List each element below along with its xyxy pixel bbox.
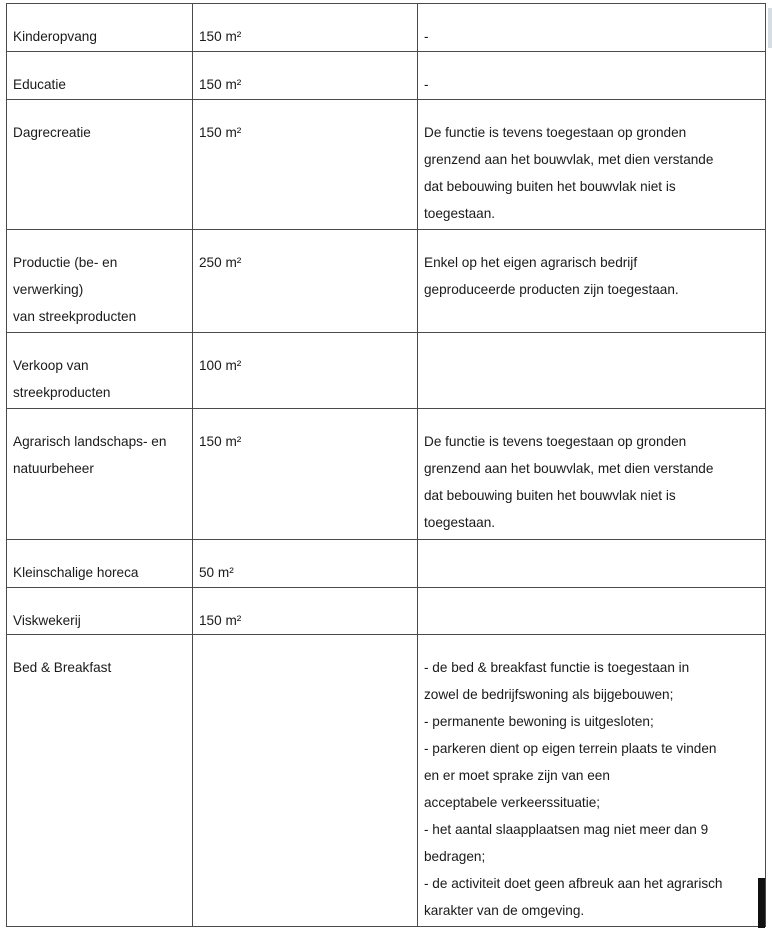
- table-row: [7, 635, 766, 927]
- condition-cell: [418, 230, 766, 333]
- function-name-line: Productie (be- en: [13, 255, 118, 270]
- area-cell: [193, 52, 418, 100]
- function-name-line: streekproducten: [13, 385, 111, 400]
- area-cell: [193, 409, 418, 540]
- function-name-line: Educatie: [13, 77, 66, 92]
- function-name-line: Agrarisch landschaps- en: [13, 434, 167, 449]
- condition-cell: [418, 333, 766, 409]
- table-row: [7, 52, 766, 100]
- area-cell: [193, 4, 418, 52]
- area-value: 50 m²: [199, 565, 234, 580]
- condition-line: acceptabele verkeerssituatie;: [424, 795, 601, 810]
- function-name-line: Viskwekerij: [13, 613, 81, 628]
- function-name-line: Dagrecreatie: [13, 125, 91, 140]
- function-name-cell: [7, 588, 193, 635]
- condition-cell: [418, 540, 766, 588]
- area-cell: [193, 588, 418, 635]
- area-value: 100 m²: [199, 358, 242, 373]
- condition-cell: [418, 4, 766, 52]
- function-name-line: natuurbeheer: [13, 461, 94, 476]
- condition-cell: [418, 100, 766, 230]
- area-value: 150 m²: [199, 125, 242, 140]
- condition-line: -: [424, 29, 429, 44]
- condition-cell: [418, 635, 766, 927]
- area-cell: [193, 100, 418, 230]
- table-row: [7, 588, 766, 635]
- condition-line: dat bebouwing buiten het bouwvlak niet is: [424, 179, 676, 194]
- area-value: 150 m²: [199, 613, 242, 628]
- condition-line: geproduceerde producten zijn toegestaan.: [424, 282, 679, 297]
- condition-cell: [418, 409, 766, 540]
- condition-line: en er moet sprake zijn van een: [424, 768, 610, 783]
- page-edge-mark: [758, 878, 765, 928]
- condition-line: De functie is tevens toegestaan op gronden: [424, 125, 687, 140]
- function-name-line: Bed & Breakfast: [13, 660, 112, 675]
- condition-line: dat bebouwing buiten het bouwvlak niet is: [424, 488, 676, 503]
- condition-line: - parkeren dient op eigen terrein plaats te vinden: [424, 741, 717, 756]
- table-row: [7, 4, 766, 52]
- function-name-cell: [7, 230, 193, 333]
- function-table: [6, 3, 766, 927]
- condition-line: toegestaan.: [424, 515, 496, 530]
- function-name-line: Verkoop van: [13, 358, 89, 373]
- condition-cell: [418, 588, 766, 635]
- table-row: [7, 540, 766, 588]
- condition-line: grenzend aan het bouwvlak, met dien verstande: [424, 461, 714, 476]
- table-row: [7, 409, 766, 540]
- function-name-cell: [7, 333, 193, 409]
- condition-line: grenzend aan het bouwvlak, met dien verstande: [424, 152, 714, 167]
- area-cell: [193, 333, 418, 409]
- area-cell: [193, 540, 418, 588]
- function-name-cell: [7, 409, 193, 540]
- table-row: [7, 333, 766, 409]
- scrollbar-fragment: [768, 8, 772, 48]
- table-row: [7, 230, 766, 333]
- area-cell: [193, 635, 418, 927]
- condition-line: - de activiteit doet geen afbreuk aan het agrarisch: [424, 876, 723, 891]
- area-value: 150 m²: [199, 29, 242, 44]
- function-name-cell: [7, 635, 193, 927]
- condition-line: De functie is tevens toegestaan op gronden: [424, 434, 687, 449]
- function-name-line: van streekproducten: [13, 309, 137, 324]
- table-row: [7, 100, 766, 230]
- area-value: 250 m²: [199, 255, 242, 270]
- condition-cell: [418, 52, 766, 100]
- condition-line: -: [424, 77, 429, 92]
- condition-line: zowel de bedrijfswoning als bijgebouwen;: [424, 687, 674, 702]
- area-value: 150 m²: [199, 434, 242, 449]
- function-name-cell: [7, 100, 193, 230]
- function-name-cell: [7, 52, 193, 100]
- table-body: [7, 4, 766, 927]
- area-value: 150 m²: [199, 77, 242, 92]
- function-name-line: verwerking): [13, 282, 84, 297]
- function-name-line: Kleinschalige horeca: [13, 565, 139, 580]
- area-cell: [193, 230, 418, 333]
- condition-line: karakter van de omgeving.: [424, 903, 585, 918]
- function-name-line: Kinderopvang: [13, 29, 97, 44]
- condition-line: Enkel op het eigen agrarisch bedrijf: [424, 255, 638, 270]
- function-name-cell: [7, 540, 193, 588]
- function-name-cell: [7, 4, 193, 52]
- condition-line: - het aantal slaapplaatsen mag niet meer dan 9: [424, 822, 709, 837]
- condition-line: bedragen;: [424, 849, 486, 864]
- condition-line: - permanente bewoning is uitgesloten;: [424, 714, 654, 729]
- condition-line: - de bed & breakfast functie is toegestaan in: [424, 660, 690, 675]
- condition-line: toegestaan.: [424, 206, 496, 221]
